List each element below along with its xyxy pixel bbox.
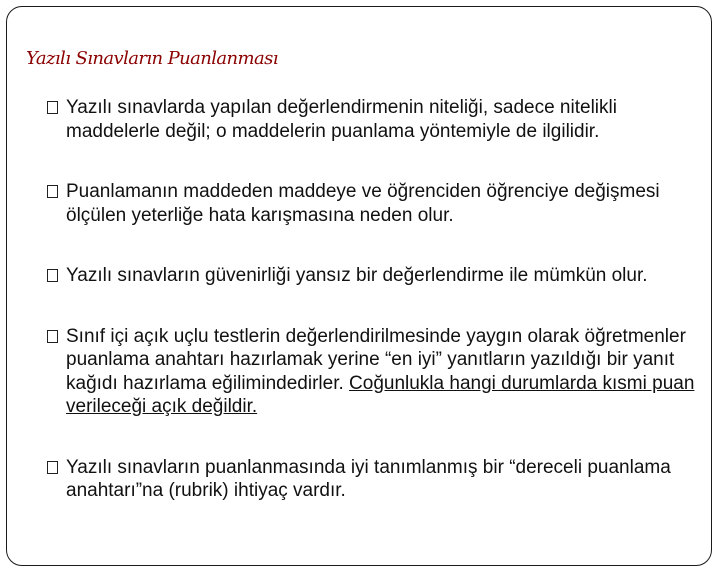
box-glyph-icon xyxy=(47,330,58,343)
bullet-item xyxy=(48,264,708,288)
bullet-item xyxy=(48,96,708,143)
slide-title: Yazılı Sınavların Puanlanması xyxy=(26,48,278,69)
bullet-item xyxy=(48,325,708,419)
box-glyph-icon xyxy=(47,101,58,114)
box-glyph-icon xyxy=(47,461,58,474)
bullet-text: Yazılı sınavlarda yapılan değerlendirmenin niteliği, sadece nitelikli maddelerle değil; o maddelerin puanlama yöntemiyle de ilgilidir. xyxy=(66,97,617,142)
bullet-text: Puanlamanın maddeden maddeye ve öğrenciden öğrenciye değişmesi ölçülen yeterliğe hata karışmasına neden olur. xyxy=(66,181,660,226)
bullet-item xyxy=(48,180,708,227)
bullet-underlined-text: Coğunlukla hangi durumlarda kısmi puan verileceği açık değildir. xyxy=(66,372,695,417)
bullet-item xyxy=(48,456,708,503)
bullet-list xyxy=(48,96,708,503)
bullet-text: Sınıf içi açık uçlu testlerin değerlendirilmesinde yaygın olarak öğretmenler puanlama anahtarı hazırlamak yerine “en iyi” yanıtların yazıldığı bir yanıt kağıdı hazırlama eğilimindedirler. xyxy=(66,325,686,394)
box-glyph-icon xyxy=(47,269,58,282)
box-glyph-icon xyxy=(47,185,58,198)
bullet-text: Yazılı sınavların puanlanmasında iyi tanımlanmış bir “dereceli puanlama anahtarı”na (rubrik) ihtiyaç vardır. xyxy=(66,456,671,501)
bullet-text: Yazılı sınavların güvenirliği yansız bir değerlendirme ile mümkün olur. xyxy=(66,265,648,286)
